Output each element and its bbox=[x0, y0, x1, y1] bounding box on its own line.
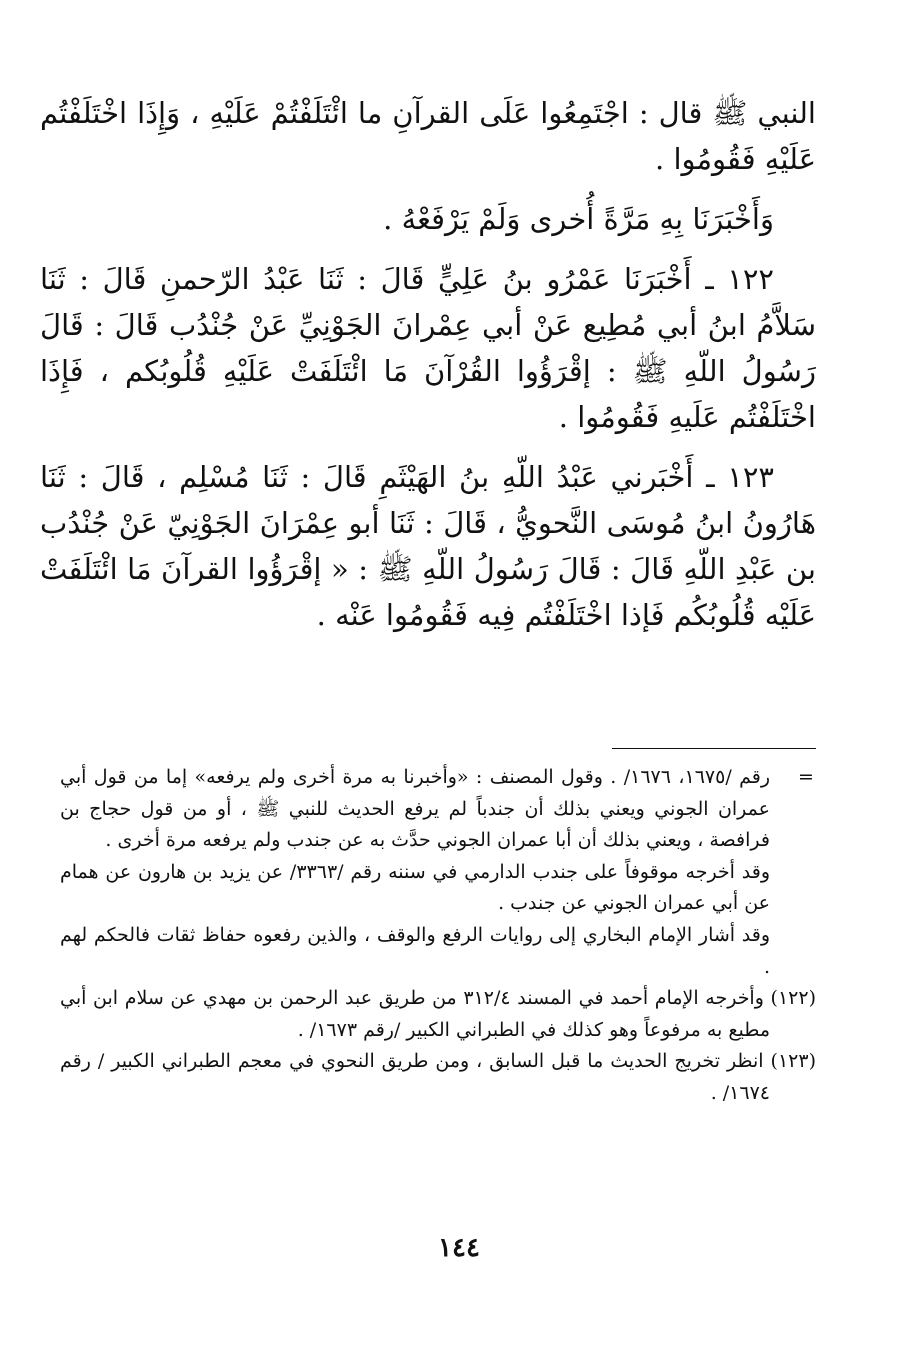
footnote-122: (١٢٢) وأخرجه الإمام أحمد في المسند ٣١٢/٤ من طريق عبد الرحمن بن مهدي عن سلام ابن أبي مطيع به مرفوعاً وهو كذلك في الطبراني الكبير /رقم ١٦٧٣/ . bbox=[60, 987, 816, 1041]
footnote-123: (١٢٣) انظر تخريج الحديث ما قبل السابق ، ومن طريق النحوي في معجم الطبراني الكبير / رقم ١٦٧٤/ . bbox=[60, 1050, 816, 1104]
continuation-mark: = bbox=[798, 766, 814, 788]
hadith-123: ١٢٣ ـ أَخْبَرني عَبْدُ اللّهِ بنُ الهَيْثَمِ قَالَ : ثَنَا مُسْلِم ، قَالَ : ثَنَا هَارُونُ ابنُ مُوسَى النَّحويُّ ، قَالَ : ثَنَا أبو عِمْرَانَ الجَوْنِيّ عَنْ جُنْدُب بن عَبْدِ اللّهِ قَالَ : قَالَ رَسُولُ اللّهِ ﷺ : « إقْرَؤُوا القرآنَ مَا ائْتَلَفَتْ عَلَيْه قُلُوبُكُم فَإذا اخْتَلَفْتُم فِيه فَقُومُوا عَنْه . bbox=[40, 460, 816, 632]
main-text bbox=[40, 90, 816, 652]
footnote-paragraph-bukhari: وقد أشار الإمام البخاري إلى روايات الرفع والوقف ، والذين رفعوه حفاظ ثقات فالحكم لهم . bbox=[60, 923, 770, 978]
footnote-separator bbox=[612, 748, 816, 749]
footnote-paragraph-darimi: وقد أخرجه موقوفاً على جندب الدارمي في سننه رقم /٣٣٦٣/ عن يزيد بن هارون عن همام عن أبي عمران الجوني عن جندب . bbox=[60, 860, 770, 915]
footnote-continuation bbox=[60, 762, 816, 857]
hadith-122: ١٢٢ ـ أَخْبَرَنَا عَمْرُو بنُ عَلِيٍّ قَالَ : ثَنَا عَبْدُ الرّحمنِ قَالَ : ثَنَا سَلاَّمُ ابنُ أبي مُطِيع عَنْ أبي عِمْرانَ الجَوْنِيِّ عَنْ جُنْدُب قَالَ : قَالَ رَسُولُ اللّهِ ﷺ : إقْرَؤُوا القُرْآنَ مَا ائْتَلَفَتْ عَلَيْهِ قُلُوبُكم ، فَإِذَا اخْتَلَفْتُم عَلَيهِ فَقُومُوا . bbox=[40, 262, 816, 434]
footnotes bbox=[60, 762, 816, 1110]
narration-note: وَأَخْبَرَنَا بِهِ مَرَّةً أُخرى وَلَمْ يَرْفَعْهُ . bbox=[383, 202, 774, 236]
page-number: ١٤٤ bbox=[438, 1233, 480, 1263]
footnote-continuation-text: رقم /١٦٧٥، ١٦٧٦/ . وقول المصنف : «وأخبرنا به مرة أخرى ولم يرفعه» إما من قول أبي عمران الجوني ويعني بذلك أن جندباً لم يرفع الحديث للنبي ﷺ ، أو من قول حجاج بن فرافصة ، ويعني بذلك أن أبا عمران الجوني حدَّث به عن جندب ولم يرفعه مرة أخرى . bbox=[60, 766, 771, 852]
hadith-text-continuation: النبي ﷺ قال : اجْتَمِعُوا عَلَى القرآنِ ما ائْتَلَفْتُمْ عَلَيْهِ ، وَإِذَا اخْتَلَفْتُم عَلَيْهِ فَقُومُوا . bbox=[40, 96, 816, 176]
